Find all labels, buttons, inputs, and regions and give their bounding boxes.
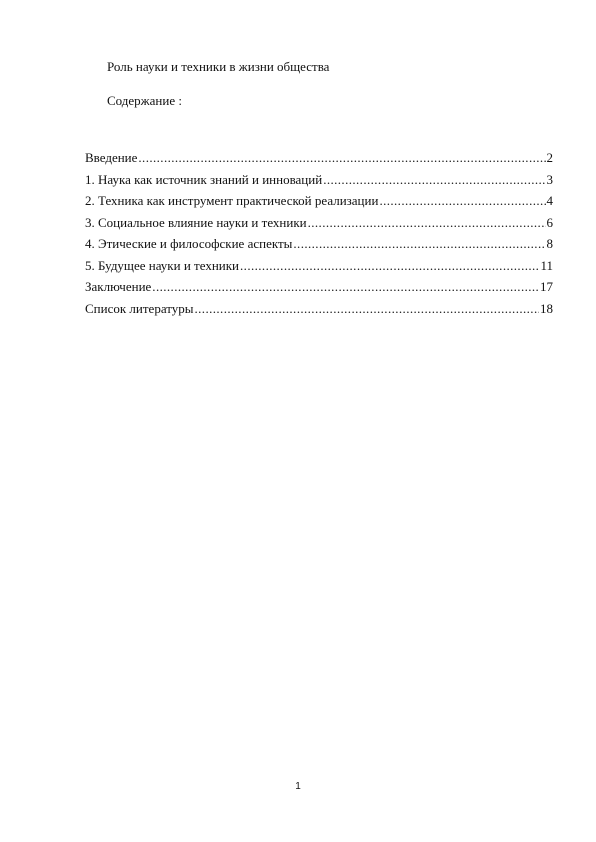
toc-entry-page: 3 <box>546 171 553 187</box>
toc-entry-conclusion[interactable] <box>85 279 553 301</box>
toc-entry-label: 3. Социальное влияние науки и техники <box>85 214 307 230</box>
toc-leader-dots <box>379 193 545 209</box>
toc-entry-science[interactable] <box>85 172 553 194</box>
toc-entry-label: 1. Наука как источник знаний и инноваций <box>85 171 323 187</box>
toc-leader-dots <box>240 258 539 274</box>
toc-leader-dots <box>308 215 546 231</box>
toc-entry-label: 4. Этические и философские аспекты <box>85 236 293 251</box>
toc-entry-page: 17 <box>540 279 553 294</box>
page-number: 1 <box>295 781 301 792</box>
toc-entry-label: Введение <box>85 150 138 165</box>
toc-entry-page: 2 <box>546 150 553 165</box>
toc-entry-label: 5. Будущее науки и техники <box>85 257 240 273</box>
toc-leader-dots <box>293 236 545 252</box>
toc-entry-label: 2. Техника как инструмент практической реализации <box>85 193 379 208</box>
toc-entry-page: 18 <box>540 300 553 316</box>
toc-entry-page: 6 <box>546 214 553 230</box>
toc-entry-social-impact[interactable] <box>85 215 553 237</box>
toc-entry-introduction[interactable] <box>85 150 553 172</box>
toc-leader-dots <box>138 150 545 166</box>
toc-entry-ethics[interactable] <box>85 236 553 258</box>
toc-entry-technology[interactable] <box>85 193 553 215</box>
toc-entry-page: 11 <box>540 257 553 273</box>
contents-heading: Содержание : <box>107 93 182 108</box>
toc-entry-label: Заключение <box>85 279 152 294</box>
toc-entry-label: Список литературы <box>85 300 194 316</box>
toc-entry-future[interactable] <box>85 258 553 280</box>
table-of-contents <box>85 150 553 322</box>
toc-entry-page: 4 <box>546 193 553 208</box>
toc-leader-dots <box>323 172 545 188</box>
toc-leader-dots <box>195 301 540 317</box>
document-title: Роль науки и техники в жизни общества <box>107 59 330 74</box>
toc-entry-page: 8 <box>546 236 553 251</box>
toc-entry-references[interactable] <box>85 301 553 323</box>
toc-leader-dots <box>152 279 539 295</box>
